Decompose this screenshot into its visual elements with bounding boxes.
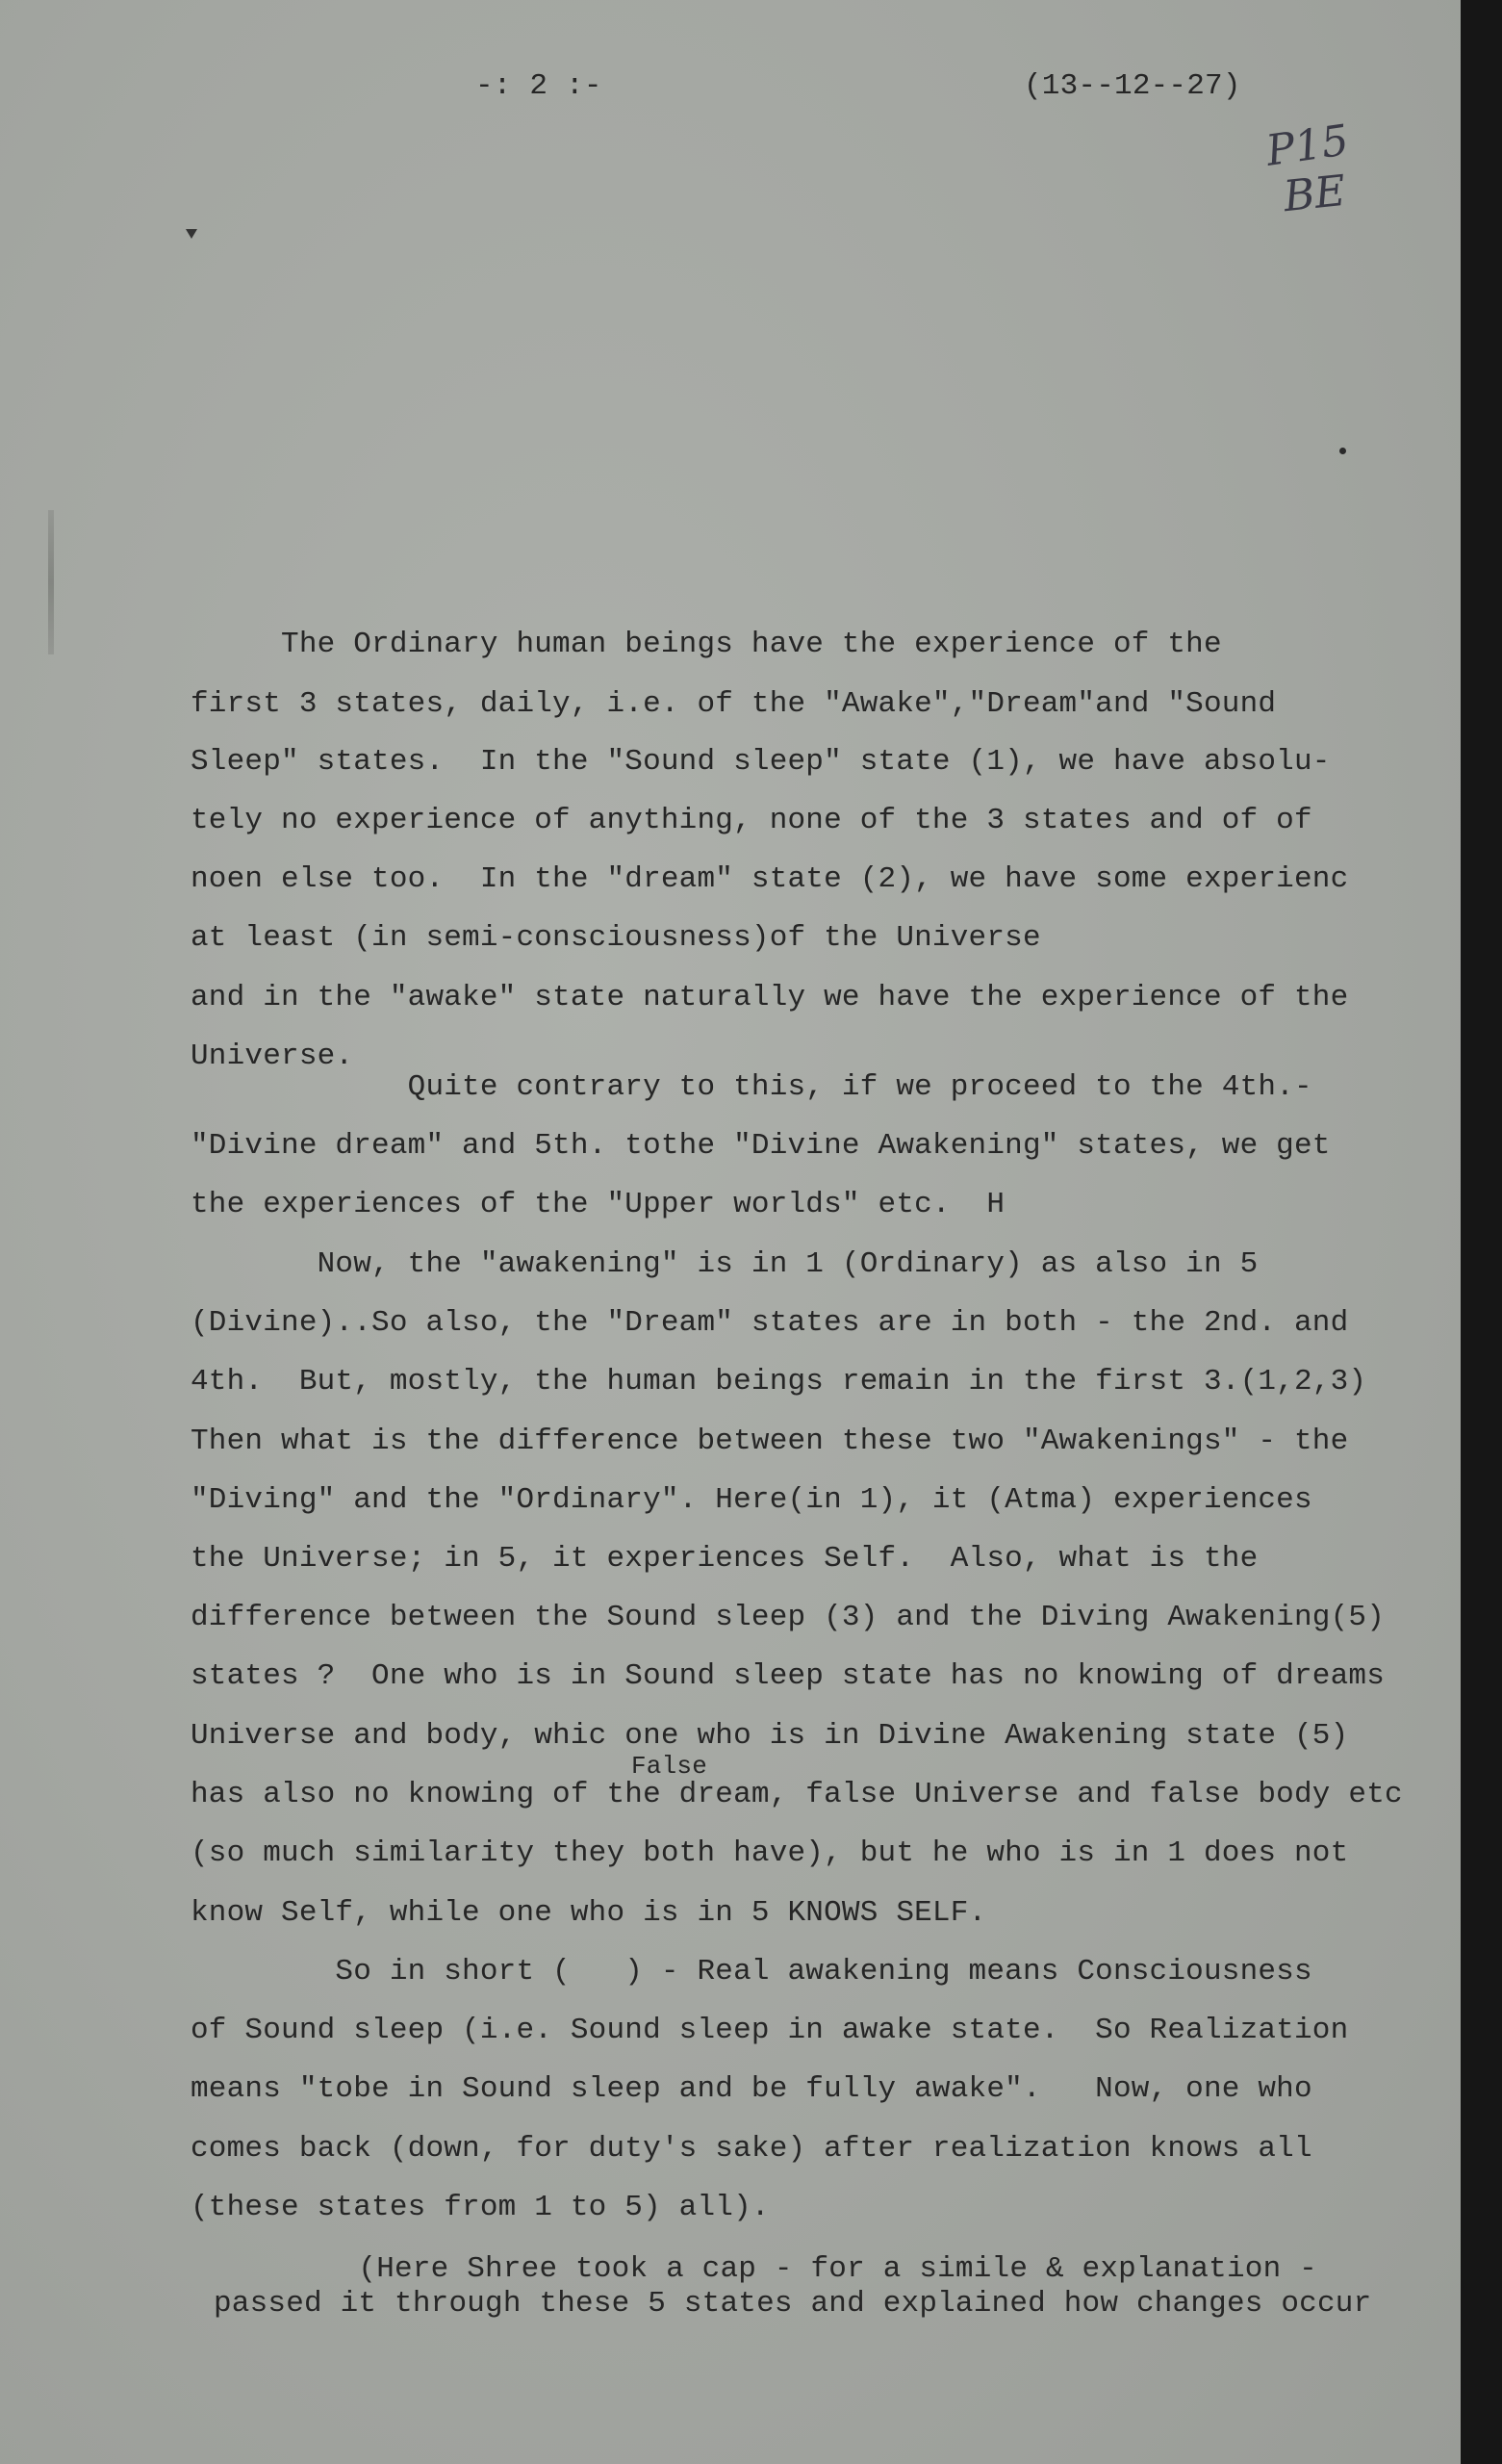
body-line: Universe and body, whic one who is in Divine Awakening state (5) [191, 1719, 1349, 1753]
body-line: Sleep" states. In the "Sound sleep" state (1), we have absolu- [191, 745, 1331, 779]
margin-tick-mark [186, 229, 197, 239]
handwritten-initials: BE [1281, 166, 1348, 222]
body-line: the experiences of the "Upper worlds" etc. H [191, 1188, 1006, 1221]
body-line: Now, the "awakening" is in 1 (Ordinary) as also in 5 [191, 1247, 1259, 1281]
body-line: and in the "awake" state naturally we have the experience of the [191, 981, 1349, 1014]
page-number: -: 2 :- [475, 69, 602, 103]
left-margin-mark [48, 510, 54, 654]
body-line: has also no knowing of the dream, false Universe and false body etc [191, 1778, 1403, 1811]
body-line: know Self, while one who is in 5 KNOWS SELF. [191, 1896, 987, 1930]
scan-edge [1461, 0, 1502, 2464]
body-line: first 3 states, daily, i.e. of the "Awake","Dream"and "Sound [191, 687, 1277, 721]
page-date: (13--12--27) [1024, 69, 1241, 103]
body-line: (so much similarity they both have), but he who is in 1 does not [191, 1836, 1349, 1870]
body-line: "Divine dream" and 5th. tothe "Divine Awakening" states, we get [191, 1129, 1331, 1163]
body-line: Universe. [191, 1040, 354, 1073]
body-line: (these states from 1 to 5) all). [191, 2191, 770, 2224]
handwritten-page-ref: P15 [1262, 116, 1352, 176]
body-line: Then what is the difference between these two "Awakenings" - the [191, 1424, 1349, 1458]
footer-line: (Here Shree took a cap - for a simile & explanation - [214, 2252, 1317, 2286]
body-line: comes back (down, for duty's sake) after realization knows all [191, 2132, 1312, 2166]
body-line: difference between the Sound sleep (3) and the Diving Awakening(5) [191, 1601, 1385, 1634]
insertion-word: False [631, 1752, 708, 1781]
body-line: means "tobe in Sound sleep and be fully awake". Now, one who [191, 2072, 1312, 2106]
body-line: of Sound sleep (i.e. Sound sleep in awake state. So Realization [191, 2014, 1349, 2047]
body-line: noen else too. In the "dream" state (2), we have some experienc [191, 862, 1349, 896]
body-line: (Divine)..So also, the "Dream" states are in both - the 2nd. and [191, 1306, 1349, 1340]
body-line: 4th. But, mostly, the human beings remain in the first 3.(1,2,3) [191, 1365, 1367, 1399]
body-line: the Universe; in 5, it experiences Self. Also, what is the [191, 1542, 1259, 1576]
body-line: So in short ( ) - Real awakening means Consciousness [191, 1955, 1312, 1989]
margin-dot [1339, 448, 1346, 454]
body-line: at least (in semi-consciousness)of the Universe [191, 921, 1041, 955]
body-line: states ? One who is in Sound sleep state has no knowing of dreams [191, 1659, 1385, 1693]
body-line: The Ordinary human beings have the experience of the [191, 628, 1222, 661]
body-line: "Diving" and the "Ordinary". Here(in 1), it (Atma) experiences [191, 1483, 1312, 1517]
body-line: Quite contrary to this, if we proceed to the 4th.- [191, 1070, 1312, 1104]
footer-line: passed it through these 5 states and explained how changes occur [214, 2287, 1372, 2321]
body-line: tely no experience of anything, none of the 3 states and of of [191, 804, 1312, 837]
